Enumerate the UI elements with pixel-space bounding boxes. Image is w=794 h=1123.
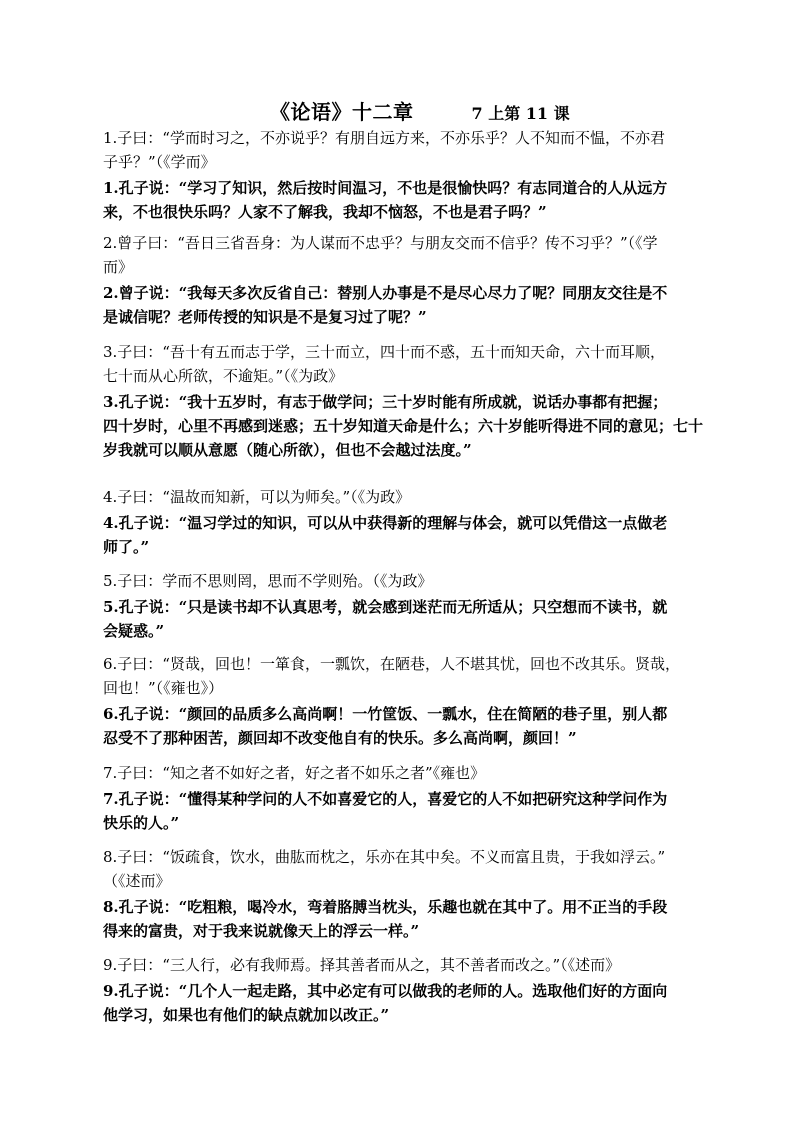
entry-translation [103,787,727,835]
entry-original [103,485,727,509]
entry-6 [103,652,727,750]
entry-original [103,340,727,388]
translation-line: 7.孔子说：“懂得某种学问的人不如喜爱它的人，喜爱它的人不如把研究这种学问作为 [103,790,668,808]
translation-line: 四十岁时，心里不再感到迷惑；五十岁知道天命是什么；六十岁能听得进不同的意见；七十 [103,417,704,435]
entry-8 [103,845,727,943]
original-line: 子乎？”（《学而》 [103,153,216,171]
original-line: 1.子曰：“学而时习之，不亦说乎？有朋自远方来，不亦乐乎？人不知而不愠，不亦君 [103,129,665,147]
entry-2 [103,231,727,329]
translation-line: 4.孔子说：“温习学过的知识，可以从中获得新的理解与体会，就可以凭借这一点做老 [103,514,668,532]
original-line: 6.子曰：“贤哉，回也！一箪食，一瓢饮，在陋巷，人不堪其忧，回也不改其乐。贤哉， [103,655,680,673]
translation-line: 5.孔子说：“只是读书却不认真思考，就会感到迷茫而无所适从；只空想而不读书，就 [103,598,668,616]
entry-original [103,953,727,977]
translation-line: 得来的富贵，对于我来说就像天上的浮云一样。” [103,922,420,940]
translation-line: 他学习，如果也有他们的缺点就加以改正。” [103,1006,390,1024]
translation-line: 9.孔子说：“几个人一起走路，其中必定有可以做我的老师的人。选取他们好的方面向 [103,982,668,1000]
original-line: 4.子曰：“温故而知新，可以为师矣。”（《为政》 [103,488,411,506]
entry-translation [103,702,727,750]
entry-translation [103,595,727,643]
entry-translation [103,176,727,224]
entry-translation [103,979,727,1027]
entry-original [103,761,727,785]
entry-7 [103,761,727,835]
lesson-label: 7 上第 11 课 [471,104,570,123]
translation-line: 6.孔子说：“颜回的品质多么高尚啊！一竹筐饭、一瓢水，住在简陋的巷子里，别人都 [103,705,668,723]
translation-line: 会疑惑。” [103,622,165,640]
translation-line: 3.孔子说：“我十五岁时，有志于做学问；三十岁时能有所成就，说话办事都有把握； [103,393,668,411]
entry-translation [103,511,727,559]
original-line: 3.子曰：“吾十有五而志于学，三十而立，四十而不惑，五十而知天命，六十而耳顺， [103,343,665,361]
entry-3 [103,340,727,462]
translation-line: 忍受不了那种困苦，颜回却不改变他自有的快乐。多么高尚啊，颜回！” [103,729,577,747]
original-line: （《述而》 [103,872,171,890]
translation-line: 1.孔子说：“学习了知识，然后按时间温习，不也是很愉快吗？有志同道合的人从远方 [103,179,668,197]
original-line: 七十而从心所欲，不逾矩。”（《为政》 [103,367,344,385]
entry-1 [103,126,727,224]
entry-5 [103,569,727,643]
translation-line: 2.曾子说：“我每天多次反省自己：替别人办事是不是尽心尽力了呢？同朋友交往是不 [103,284,668,302]
translation-line: 是诚信呢？老师传授的知识是不是复习过了呢？” [103,308,427,326]
original-line: 回也！”（《雍也》） [103,679,224,697]
entry-4 [103,485,727,559]
entry-original [103,845,727,893]
header [270,96,690,122]
translation-line: 快乐的人。” [103,814,180,832]
original-line: 9.子曰：“三人行，必有我师焉。择其善者而从之，其不善者而改之。”（《述而》 [103,956,621,974]
translation-line: 师了。” [103,538,150,556]
original-line: 8.子曰：“饭疏食，饮水，曲肱而枕之，乐亦在其中矣。不义而富且贵，于我如浮云。” [103,848,666,866]
entry-original [103,231,727,279]
translation-line: 来，不也很快乐吗？人家不了解我，我却不恼怒，不也是君子吗？” [103,203,547,221]
entry-translation [103,895,727,943]
entry-translation [103,390,727,462]
original-line: 而》 [103,258,134,276]
entry-original [103,652,727,700]
entry-9 [103,953,727,1027]
original-line: 2.曾子曰：“吾日三省吾身：为人谋而不忠乎？与朋友交而不信乎？传不习乎？”（《学 [103,234,658,252]
translation-line: 岁我就可以顺从意愿（随心所欲），但也不会越过法度。” [103,441,472,459]
page-title: 《论语》十二章 [270,100,414,124]
original-line: 7.子曰：“知之者不如好之者，好之者不如乐之者”《雍也》 [103,764,486,782]
entry-original [103,569,727,593]
entry-translation [103,281,727,329]
original-line: 5.子曰：学而不思则罔，思而不学则殆。（《为政》 [103,572,433,590]
translation-line: 8.孔子说：“吃粗粮，喝冷水，弯着胳膊当枕头，乐趣也就在其中了。用不正当的手段 [103,898,668,916]
entry-original [103,126,727,174]
